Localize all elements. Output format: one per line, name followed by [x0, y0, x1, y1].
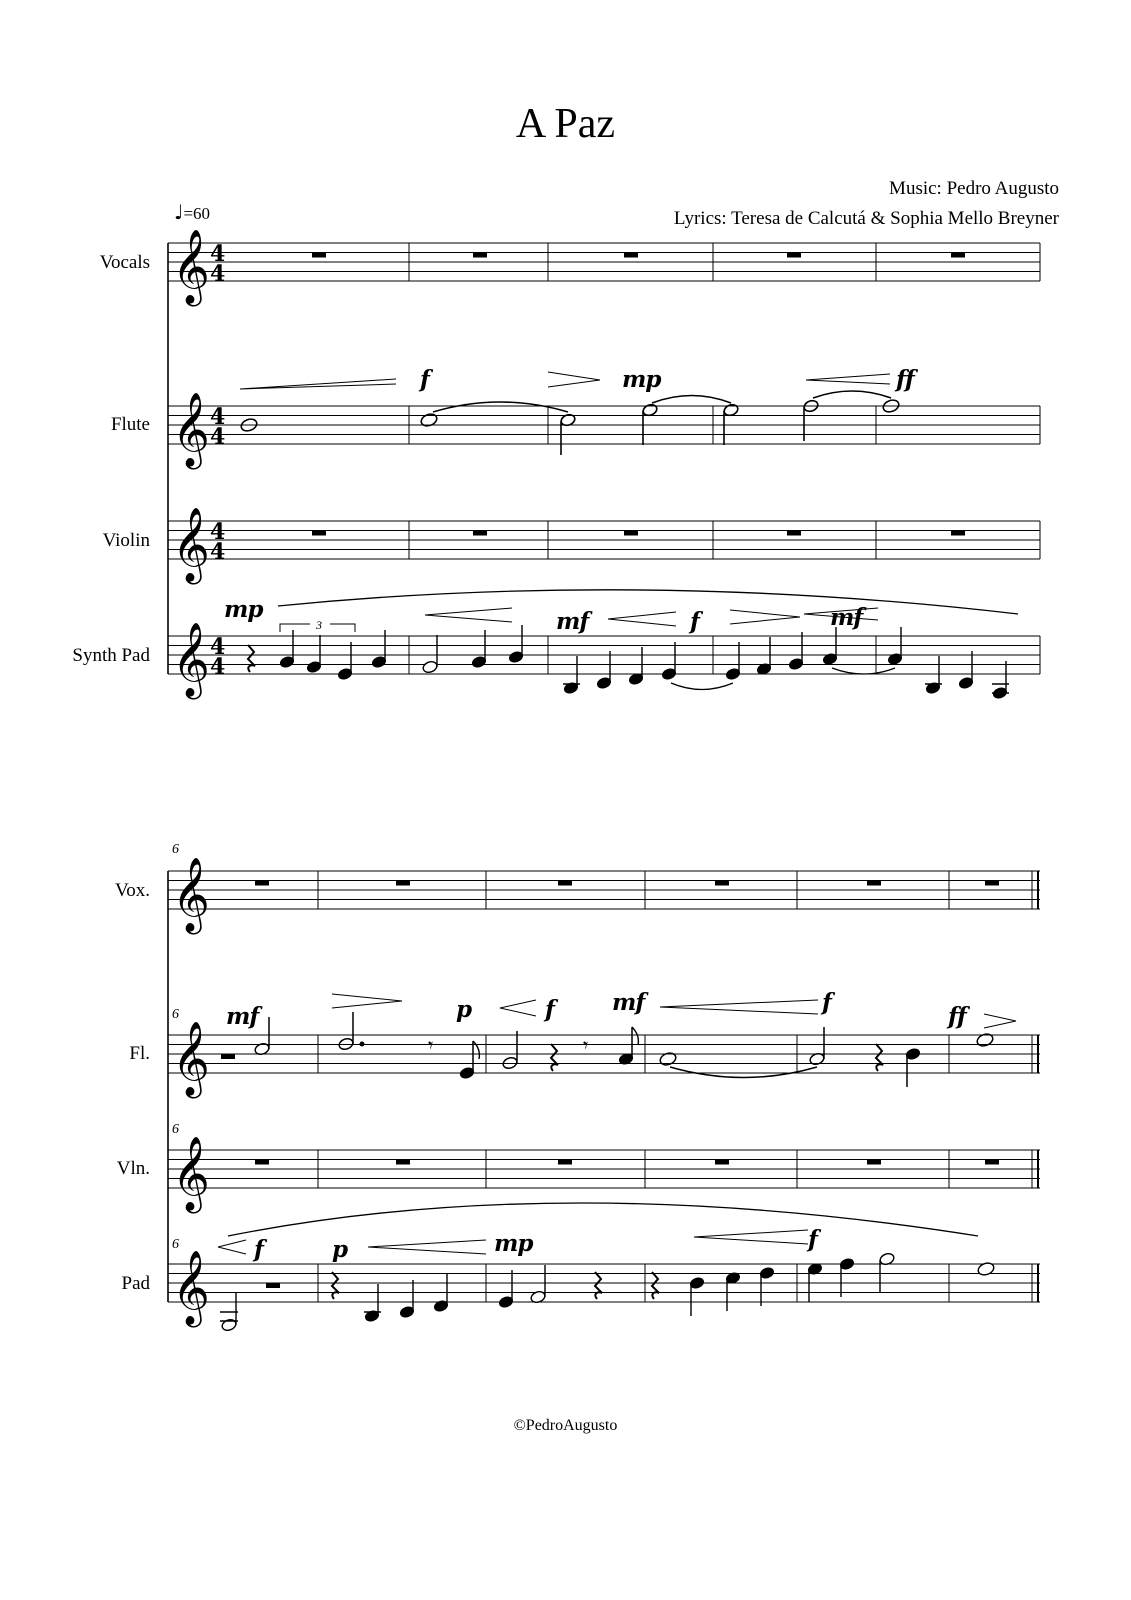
measure-number: 6: [172, 1237, 179, 1252]
treble-clef-icon: 𝄞: [172, 393, 210, 467]
eighth-rest-icon: 𝄾: [583, 1033, 589, 1057]
dynamic-marking: f: [822, 989, 831, 1016]
tie: [813, 391, 891, 398]
hairpins-flute-system-2: [332, 994, 1016, 1028]
lyrics-credit: Lyrics: Teresa de Calcutá & Sophia Mello Breyner: [673, 208, 1059, 229]
staff-vln: [168, 1150, 1040, 1188]
dynamic-marking: mf: [612, 989, 645, 1016]
measure-number: 6: [172, 842, 179, 857]
treble-clef-icon: 𝄞: [172, 1137, 210, 1211]
tempo-value: =60: [183, 204, 211, 223]
dynamic-marking: f: [254, 1236, 263, 1263]
half-rest-icon: [221, 1054, 235, 1059]
instrument-label-flute: Flute: [110, 414, 150, 435]
dynamic-marking: mf: [556, 608, 589, 635]
instrument-label-vox: Vox.: [114, 880, 150, 901]
eighth-rest-icon: 𝄾: [428, 1033, 434, 1057]
time-sig-num: 4: [210, 634, 226, 660]
staff-flute: [168, 406, 1040, 444]
slurs-pad-system-2: [228, 1203, 978, 1236]
music-credit: Music: Pedro Augusto: [889, 178, 1059, 199]
staff-synth-pad: [168, 636, 1040, 674]
dynamic-marking: ff: [896, 366, 914, 393]
staff-vocals: [168, 243, 1040, 281]
half-note: [642, 403, 659, 417]
instrument-label-synth-pad: Synth Pad: [72, 645, 150, 666]
tuplet-number: 3: [316, 618, 322, 632]
whole-rest-icon: [255, 881, 999, 886]
time-sig-num: 4: [210, 404, 226, 430]
staff-violin: [168, 521, 1040, 559]
treble-clef-icon: 𝄞: [172, 1022, 210, 1096]
dynamic-marking: mp: [224, 596, 263, 623]
instrument-label-vocals: Vocals: [99, 252, 150, 273]
whole-rest-icon: [312, 531, 965, 536]
time-sig-den: 4: [210, 539, 226, 565]
hairpins-pad-system-2: [218, 1230, 808, 1254]
time-sig-num: 4: [210, 519, 226, 545]
dynamic-marking: mf: [226, 1003, 259, 1030]
quarter-rest-icon: [248, 645, 255, 672]
dynamic-marking: f: [690, 608, 699, 635]
dynamic-marking: f: [420, 366, 429, 393]
dynamic-marking: p: [332, 1236, 348, 1263]
treble-clef-icon: 𝄞: [172, 508, 210, 582]
measure-number: 6: [172, 1122, 179, 1137]
hairpins-pad-system-1: [425, 608, 878, 626]
whole-rest-icon: [255, 1160, 999, 1165]
slurs-pad-system-1: [278, 590, 1018, 690]
treble-clef-icon: 𝄞: [172, 623, 210, 697]
score-title: A Paz: [515, 101, 616, 147]
whole-rest-icon: [312, 253, 965, 258]
instrument-label-pad: Pad: [121, 1273, 150, 1294]
staff-vox: [168, 871, 1040, 909]
dynamic-marking: mp: [622, 366, 661, 393]
staff-pad: [168, 1264, 1040, 1302]
dynamic-marking: mf: [830, 604, 863, 631]
quarter-rest-icon: [551, 1044, 558, 1071]
instrument-label-vln: Vln.: [116, 1158, 150, 1179]
instrument-label-fl: Fl.: [129, 1043, 150, 1064]
time-sig-num: 4: [210, 241, 226, 267]
treble-clef-icon: 𝄞: [172, 230, 210, 304]
treble-clef-icon: 𝄞: [172, 858, 210, 932]
time-sig-den: 4: [210, 654, 226, 680]
quarter-rest-icon: [876, 1044, 883, 1071]
dynamic-marking: ff: [948, 1003, 966, 1030]
copyright-notice: ©PedroAugusto: [513, 1417, 618, 1434]
half-note: [723, 403, 740, 417]
tie: [652, 396, 731, 404]
measure-number: 6: [172, 1007, 179, 1022]
dynamic-marking: mp: [494, 1230, 533, 1257]
quarter-note-icon: ♩: [174, 200, 184, 224]
flute-notes-system-2: [221, 1012, 994, 1087]
hairpins-flute-system-1: [240, 372, 890, 389]
dynamic-marking: f: [545, 996, 554, 1023]
flute-notes-system-1: [240, 391, 901, 455]
whole-note: [420, 412, 439, 428]
dynamic-marking: p: [456, 996, 472, 1023]
instrument-label-violin: Violin: [102, 530, 150, 551]
treble-clef-icon: 𝄞: [172, 1251, 210, 1325]
dynamic-marking: f: [808, 1226, 817, 1253]
time-sig-den: 4: [210, 261, 226, 287]
time-sig-den: 4: [210, 424, 226, 450]
